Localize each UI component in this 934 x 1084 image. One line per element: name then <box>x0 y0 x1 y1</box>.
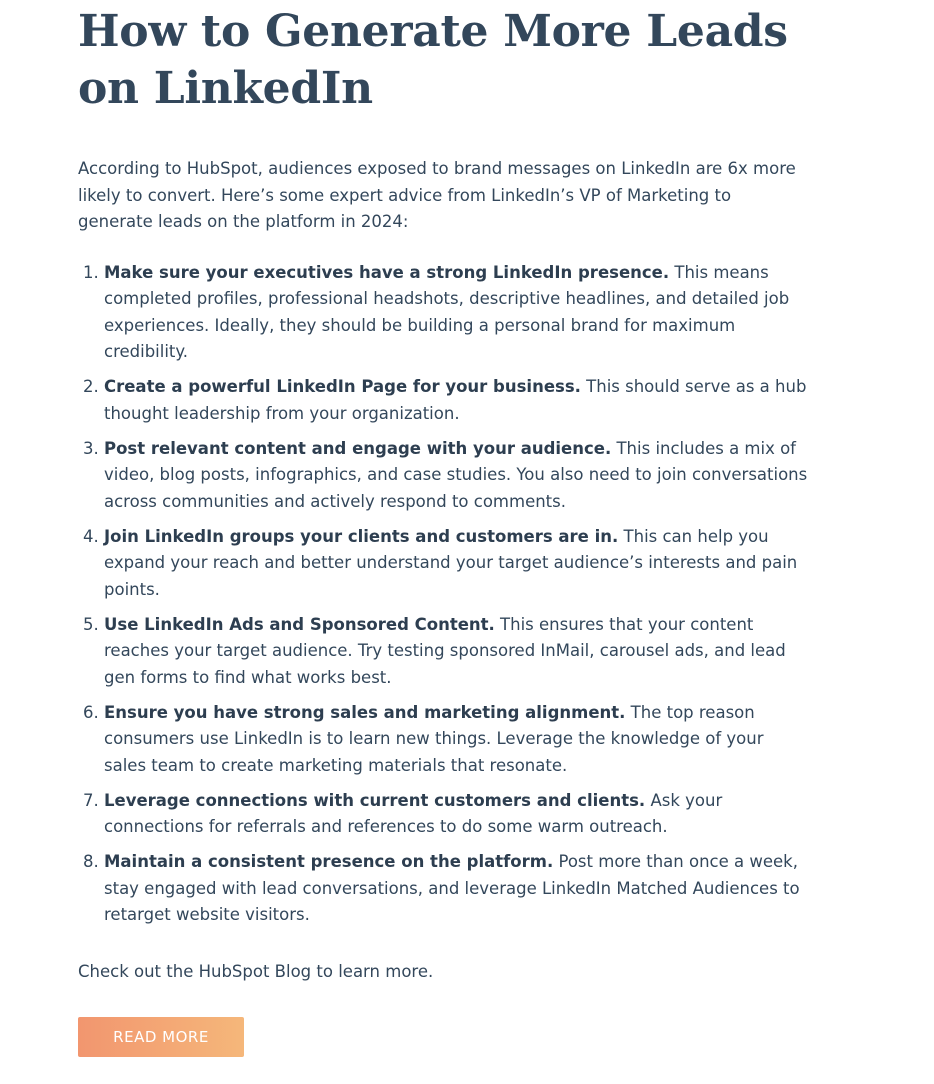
tip-body: The top reason consumers use LinkedIn is to learn new things. Leverage the knowledge of your sales team to create marketing materials that resonate. <box>104 702 764 775</box>
list-item <box>104 374 808 427</box>
list-item <box>104 700 808 780</box>
tip-body: This means completed profiles, professional headshots, descriptive headlines, and detailed job experiences. Ideally, they should be building a personal brand for maximum credibility. <box>104 262 790 361</box>
tip-heading: Leverage connections with current customers and clients. <box>104 790 646 810</box>
list-item <box>104 849 808 929</box>
article-outro: Check out the HubSpot Blog to learn more. <box>78 961 434 981</box>
tip-heading: Ensure you have strong sales and marketing alignment. <box>104 702 626 722</box>
list-item <box>104 788 808 841</box>
article-title: How to Generate More Leads on LinkedIn <box>78 6 788 114</box>
tip-heading: Create a powerful LinkedIn Page for your business. <box>104 377 581 396</box>
list-item <box>104 524 808 604</box>
list-item <box>104 612 808 692</box>
tip-heading: Join LinkedIn groups your clients and customers are in. <box>104 526 619 546</box>
tip-heading: Make sure your executives have a strong LinkedIn presence. <box>104 262 670 282</box>
article-intro: According to HubSpot, audiences exposed to brand messages on LinkedIn are 6x more likely to convert. Here’s some expert advice from LinkedIn’s VP of Marketing to generate leads on the platform in 2024: <box>78 159 796 231</box>
list-item <box>104 436 808 516</box>
read-more-button[interactable]: READ MORE <box>78 1017 244 1057</box>
tip-body: This can help you expand your reach and better understand your target audience’s interests and pain points. <box>104 526 798 599</box>
tip-body: This should serve as a hub thought leadership from your organization. <box>104 377 807 423</box>
tip-body: This ensures that your content reaches your target audience. Try testing sponsored InMail, carousel ads, and lead gen forms to find what works best. <box>104 614 786 687</box>
tip-body: This includes a mix of video, blog posts, infographics, and case studies. You also need to join conversations across communities and actively respond to comments. <box>104 438 808 511</box>
tip-heading: Maintain a consistent presence on the platform. <box>104 852 554 871</box>
article <box>78 0 808 1057</box>
tip-body: Ask your connections for referrals and references to do some warm outreach. <box>104 790 723 836</box>
tip-heading: Post relevant content and engage with your audience. <box>104 438 612 458</box>
tips-list <box>78 260 808 929</box>
tip-heading: Use LinkedIn Ads and Sponsored Content. <box>104 614 495 634</box>
list-item <box>104 260 808 366</box>
tip-body: Post more than once a week, stay engaged with lead conversations, and leverage LinkedIn Matched Audiences to retarget website visitors. <box>104 852 800 924</box>
